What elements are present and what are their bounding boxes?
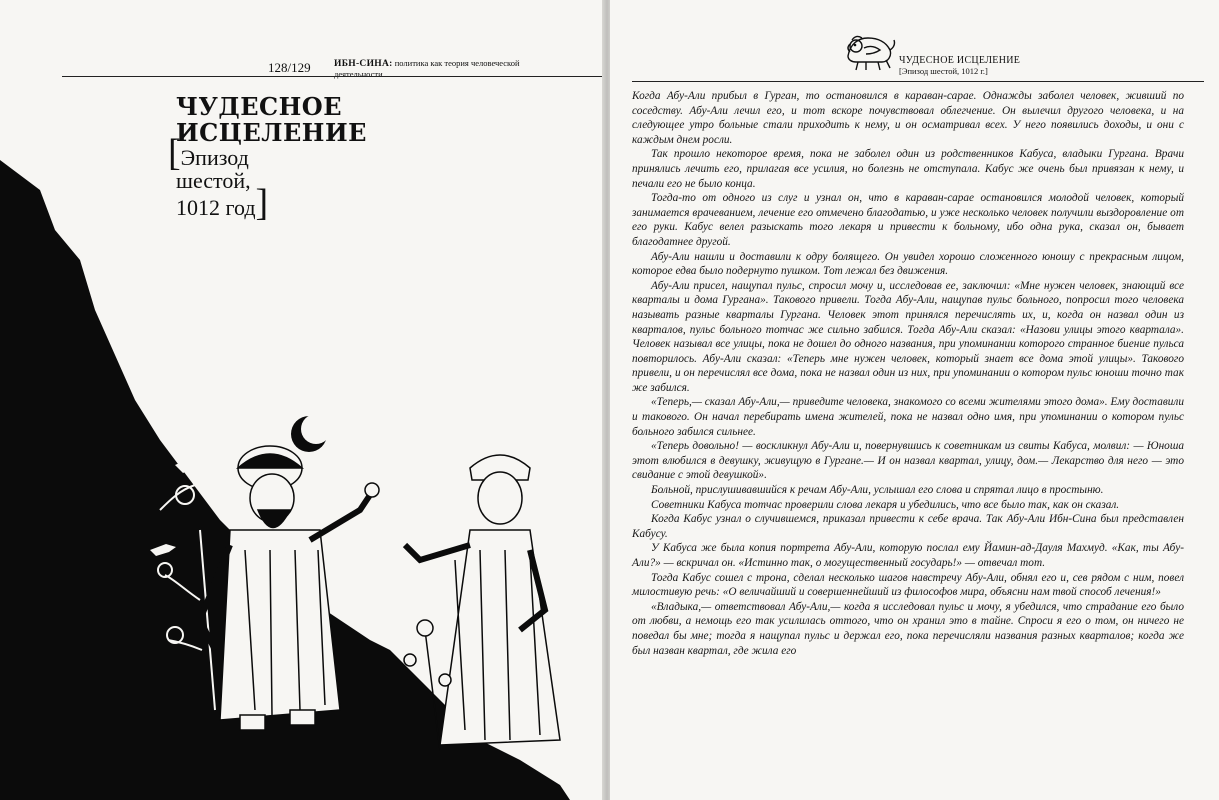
paragraph: Тогда Кабус сошел с трона, сделал несколько шагов навстречу Абу-Али, обнял его и, сев рядом с ним, повел милостивую речь: «О величайший и совершеннейший из философов мира, объясни нам твой способ лечения!» [632, 571, 1184, 599]
illustration-healer-and-youth [0, 150, 606, 800]
chapter-title-line: ЧУДЕСНОЕ [176, 92, 342, 121]
header-rule [632, 81, 1204, 82]
page-number: 128/129 [268, 60, 311, 75]
left-page [0, 0, 606, 800]
chapter-body-text [632, 89, 1184, 658]
paragraph: Когда Абу-Али прибыл в Гурган, то остановился в караван-сарае. Однажды заболел человек, живший по соседству. Абу-Али лечил его, и тот вскоре почувствовал облегчение. Он вылечил другого человека, и на следующее утро больные стали приходить к нему, и он осматривал всех. У него появились доходы, и они с каждым днем росли. [632, 90, 1184, 146]
lion-emblem-icon [842, 26, 896, 72]
paragraph: Тогда-то от одного из слуг и узнал он, что в караван-сарае остановился молодой человек, который занимается врачеванием, лечение его отмечено благодатью, и уже несколько человек получили выздоровление от его руки. Кабус велел разыскать того лекаря и привести к больному, ибо одна рука, сказал он, бывает благодатнее другой. [632, 192, 1184, 248]
paragraph: Так прошло некоторое время, пока не заболел один из родственников Кабуса, владыки Гургана. Врачи принялись лечить его, прилагая все усилия, но болезнь не отступала. Кабус же очень был привязан к нему, и печали его не было конца. [632, 148, 1184, 190]
chapter-title [176, 94, 396, 146]
paragraph: Советники Кабуса тотчас проверили слова лекаря и убедились, что все было так, как он сказал. [651, 498, 1120, 511]
paragraph: Когда Кабус узнал о случившемся, приказал привести к себе врача. Так Абу-Али Ибн-Сина был представлен Кабусу. [632, 513, 1184, 540]
subtitle-line: Эпизод [180, 145, 249, 170]
running-head-subtitle: политика как теория человеческой деятельности [334, 58, 520, 79]
running-head-title: ЧУДЕСНОЕ ИСЦЕЛЕНИЕ [899, 55, 1021, 66]
subtitle-line: 1012 год [176, 195, 256, 220]
running-head-title: ИБН-СИНА: [334, 59, 393, 69]
paragraph: Абу-Али нашли и доставили к одру болящего. Он увидел хорошо сложенного юношу с прекрасным лицом, которое едва было подернуто пушком. Тот лежал без движения. [632, 250, 1184, 278]
paragraph: Больной, прислушивавшийся к речам Абу-Али, услышал его слова и спрятал лицо в простыню. [651, 484, 1104, 497]
subtitle-line: шестой, [176, 168, 251, 193]
paragraph: У Кабуса же была копия портрета Абу-Али, которую послал ему Йамин-ад-Дауля Махмуд. «Как, ты Абу-Али?» — вскричал он. «Истинно так, о могущественный государь!» — отвечал тот. [632, 542, 1184, 569]
chapter-title-line: ИСЦЕЛЕНИЕ [176, 118, 367, 147]
paragraph: «Теперь довольно! — воскликнул Абу-Али и, повернувшись к советникам из свиты Кабуса, молвил: — Юноша этот влюбился в девушку, живущую в Гургане.— И он назвал квартал, улицу, дом.— Лекарство для него — это свидание с этой девушкой». [632, 440, 1184, 482]
bracket-close: ] [255, 182, 269, 224]
right-page [610, 0, 1219, 800]
running-head-right [899, 56, 1020, 76]
paragraph: «Владыка,— ответствовал Абу-Али,— когда я исследовал пульс и мочу, я убедился, что страдание его было от любви, а немощь его так усилилась оттого, что он хранил это в тайне. Спроси я его о том, он ничего не поведал бы мне; тогда я нащупал пульс и держал его, пока перечисляли названия разных кварталов; когда же был назван квартал, где жила его [632, 600, 1184, 657]
running-head-subtitle: [Эпизод шестой, 1012 г.] [899, 66, 988, 76]
bracket-open: [ [168, 132, 181, 174]
paragraph: «Теперь,— сказал Абу-Али,— приведите человека, знакомого со всеми жителями этого дома». Ему доставили и такового. Он начал перебирать имена жителей, пока не назвал одно имя, при упоминании о котором пульс больного забился сильнее. [632, 396, 1184, 438]
header-rule [62, 76, 602, 77]
crescent-moon-icon [291, 414, 331, 452]
paragraph: Абу-Али присел, нащупал пульс, спросил мочу и, исследовав ее, заключил: «Мне нужен человек, знающий все кварталы и дома Гургана». Такового привели. Тогда Абу-Али, нащупав пульс больного, попросил того человека называть разные кварталы Гургана. Человек этот принялся перечислять их, и, когда он назвал один из кварталов, пульс больного тотчас же сильно забился. Тогда Абу-Али сказал: «Назови улицы этого квартала». Человек называл все улицы, пока не дошел до одного названия, при упоминании которого странное биение пульса повторилось. Абу-Али сказал: «Теперь мне нужен человек, который знает все дома этой улицы». Такового привели, и он перечислял все дома, пока не назвал один из них, при упоминании о котором пульс юноши точно так же забился. [632, 279, 1184, 394]
